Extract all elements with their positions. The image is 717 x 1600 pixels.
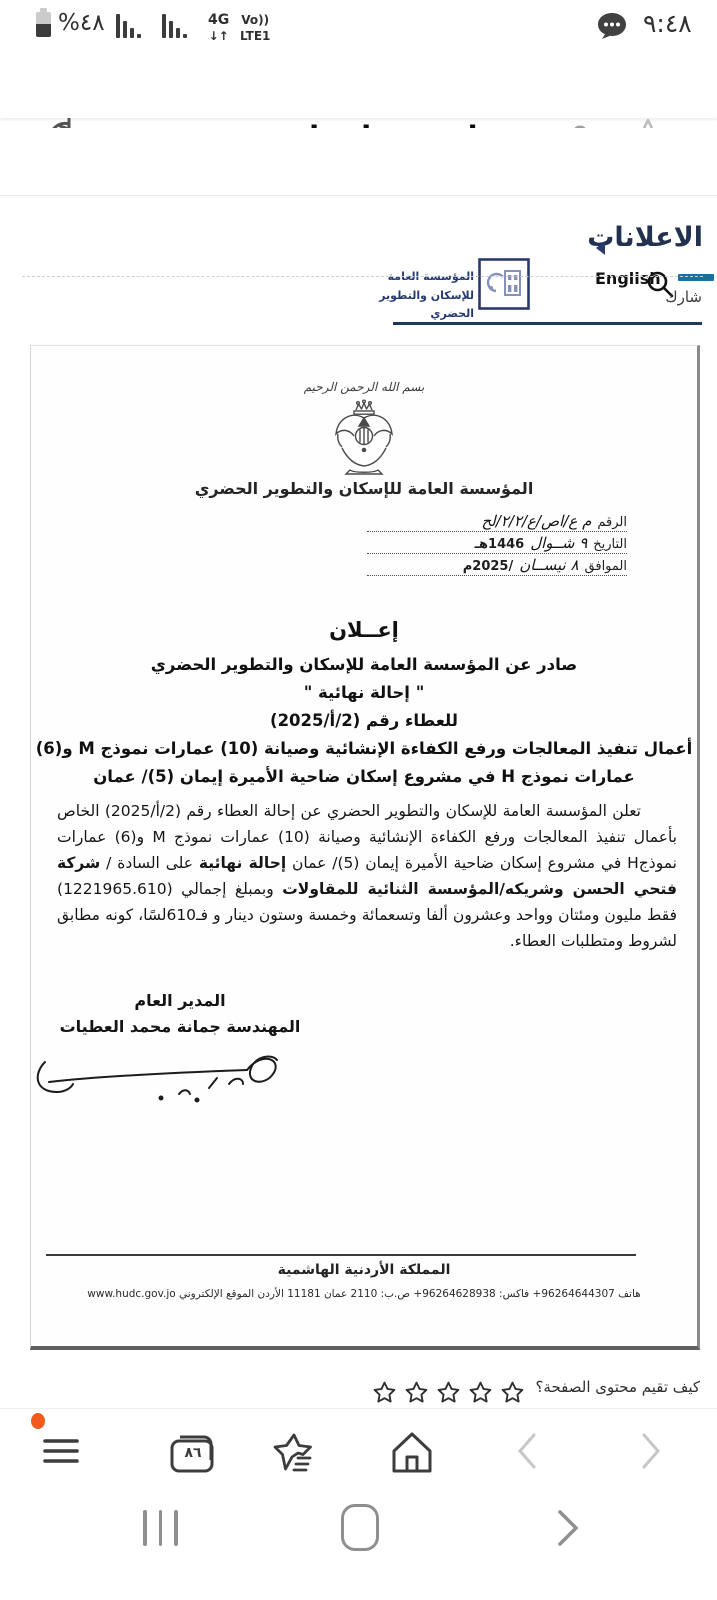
announcement-body: تعلن المؤسسة العامة للإسكان والتطوير الحضري عن إحالة العطاء رقم (2/أ/2025) الخاص بأعمال تنفيذ المعالجات ورفع الكفاءة الإنشائية وصيانة (10) عمارات نموذج M و(6) عمارات نموذجH في مشروع إسكان ضاحية الأميرة إيمان (5)/ عمان إحالة نهائية على السادة / شركة فتحي الحسن وشريكه/المؤسسة الثنائية للمقاولات وبمبلغ إجمالي (1221965.610) فقط مليون ومئتان وواحد وعشرون ألفا وتسعمائة وخمسة وستون دينار و فـ610لسًا، كونه مطابق لشروط ومتطلبات العطاء.	[57, 802, 677, 950]
page-rating-widget[interactable]	[0, 1378, 700, 1405]
bookmarks-button[interactable]	[272, 1429, 320, 1481]
signature-block	[55, 988, 305, 1040]
announcement-document-scan	[30, 345, 700, 1350]
battery-percent: %٤٨	[58, 10, 105, 36]
announcement-heading: إعــلان	[329, 618, 399, 642]
contractor-name-bold: شركة فتحي الحسن وشريكه/المؤسسة الثنائية للمقاولات	[57, 854, 677, 898]
announcement-subtitle: صادر عن المؤسسة العامة للإسكان والتطوير الحضري	[150, 655, 578, 674]
message-notification-icon	[597, 12, 627, 44]
battery-icon	[36, 12, 51, 37]
signatory-title: المدير العام	[134, 991, 226, 1010]
divider-accent	[393, 322, 702, 325]
network-volte-indicator: Vo)) LTE1	[240, 13, 271, 43]
announcement-title-block	[31, 618, 697, 791]
section-arrow-icon	[596, 241, 605, 255]
rating-prompt: كيف تقيم محتوى الصفحة؟	[535, 1378, 700, 1396]
home-button[interactable]	[388, 1429, 436, 1481]
works-description-line2: عمارات نموذج H في مشروع إسكان ضاحية الأميرة إيمان (5)/ عمان	[93, 767, 635, 786]
document-footer-rule	[46, 1254, 636, 1256]
browser-toolbar	[0, 1408, 717, 1496]
share-link[interactable]: شارك	[665, 288, 702, 306]
divider	[22, 276, 703, 277]
tab-count: ٨٦	[184, 1445, 202, 1461]
contact-info: هاتف 96264644307+ فاكس: 96264628938+ ص.ب: 2110 عمان 11181 الأردن الموقع الإلكتروني www.hudc.gov.jo	[87, 1288, 641, 1300]
android-navigation-bar	[0, 1496, 717, 1600]
org-name-calligraphy: المؤسسة العامة للإسكان والتطوير الحضري	[194, 479, 534, 498]
rating-star-icon	[372, 1380, 397, 1405]
notification-dot	[31, 1413, 45, 1429]
browser-address-bar[interactable]	[0, 52, 717, 118]
menu-button[interactable]	[42, 1429, 80, 1477]
tabs-button[interactable]	[163, 1429, 223, 1481]
rating-star-icon	[404, 1380, 429, 1405]
android-back-button[interactable]	[548, 1504, 588, 1556]
back-button[interactable]	[508, 1429, 548, 1477]
ref-date-row: التاريخ ٩ شــوال 1446هـ	[367, 534, 627, 554]
rating-star-icon	[436, 1380, 461, 1405]
handwritten-signature	[31, 1038, 301, 1114]
rating-stars[interactable]	[372, 1378, 525, 1405]
works-description-line1: أعمال تنفيذ المعالجات ورفع الكفاءة الإنشائية وصيانة (10) عمارات نموذج M و(6)	[35, 739, 693, 758]
rating-star-icon	[468, 1380, 493, 1405]
clock: ٩:٤٨	[643, 9, 692, 38]
signal-sim2-icon	[162, 14, 187, 38]
status-bar	[0, 0, 717, 50]
kingdom-name: المملكة الأردنية الهاشمية	[277, 1262, 451, 1278]
site-logo-text[interactable]: المؤسسة العامة للإسكان والتطوير الحضري	[379, 270, 474, 321]
reference-block	[31, 512, 697, 578]
signal-sim1-icon	[116, 14, 141, 38]
section-title-announcements: الاعلانات	[587, 222, 703, 253]
network-4g-indicator: 4G ↓↑	[208, 12, 230, 43]
final-award-bold: إحالة نهائية	[198, 854, 287, 872]
language-switch-english[interactable]: English	[595, 269, 661, 288]
ref-gregorian-row: الموافق ٨ نيســان /2025م	[367, 556, 627, 576]
android-home-button[interactable]	[341, 1504, 379, 1551]
bismillah-calligraphy: بسم الله الرحمن الرحيم	[303, 380, 425, 394]
signatory-name: المهندسة جمانة محمد العطيات	[59, 1017, 301, 1036]
recents-button[interactable]	[143, 1510, 178, 1546]
tender-number-line: للعطاء رقم (2/أ/2025)	[270, 711, 458, 730]
rating-star-icon	[500, 1380, 525, 1405]
jordan-coat-of-arms	[326, 398, 402, 484]
forward-button[interactable]	[630, 1429, 670, 1477]
final-award-label: " إحالة نهائية "	[303, 683, 425, 702]
ref-number-row: الرقم م ع/اص/ع/٢/٢/لح	[367, 512, 627, 532]
